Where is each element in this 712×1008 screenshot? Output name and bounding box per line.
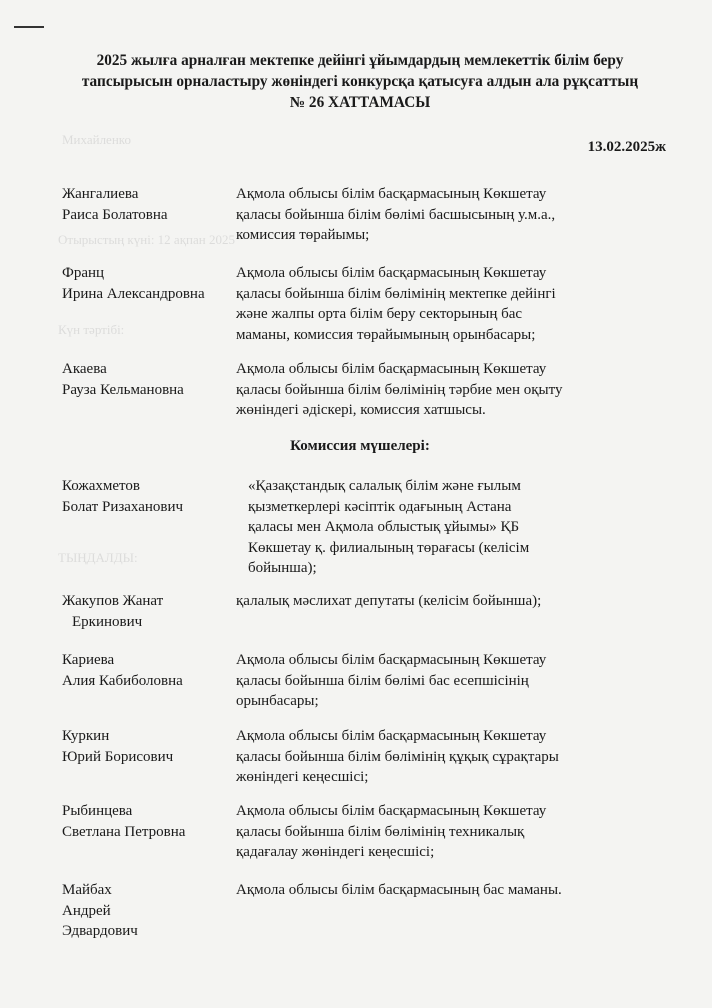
bleed-through-text: ТЫҢДАЛДЫ: [58,550,138,565]
title-line: 2025 жылға арналған мектепке дейінгі ұйымдардың мемлекеттік білім беру [96,52,624,69]
bleed-through-text: Михайленко [62,132,131,147]
member-role: Ақмола облысы білім басқармасының Көкшетау қаласы бойынша білім бөлімі басшысының у.м.а., комиссия төрайымы; [236,186,556,243]
member-role: Ақмола облысы білім басқармасының Көкшетау қаласы бойынша білім бөлімі бас есепшісінің орынбасары; [236,652,547,709]
title-line: № 26 ХАТТАМАСЫ [289,94,431,111]
member-role: Ақмола облысы білім басқармасының бас маманы. [236,882,562,898]
member-name: Жакупов Жанат Еркинович [62,593,164,630]
member-name: Жангалиева Раиса Болатовна [62,186,168,223]
member-name: Кариева Алия Кабиболовна [62,652,183,689]
document-date: 13.02.2025ж [587,139,666,155]
commission-members-heading: Комиссия мүшелері: [290,438,430,454]
member-role: Ақмола облысы білім басқармасының Көкшетау қаласы бойынша білім бөлімінің мектепке дейінгі және жалпы орта білім беру секторының бас маманы, комиссия төрайымының орынбасары; [236,265,556,343]
bleed-through-text: Отырыстың күні: 12 ақпан 2025 [58,232,235,247]
member-name: Акаева Рауза Кельмановна [62,361,184,398]
member-role: Ақмола облысы білім басқармасының Көкшетау қаласы бойынша білім бөлімінің техникалық қадағалау жөніндегі кеңесшісі; [236,803,547,860]
member-name: Рыбинцева Светлана Петровна [62,803,186,840]
member-name: Куркин Юрий Борисович [62,728,174,765]
bleed-through-text: Күн тәртібі: [58,322,125,337]
member-name: Франц Ирина Александровна [62,265,205,302]
corner-mark [14,26,44,28]
title-line: тапсырысын орналастыру жөніндегі конкурсқа қатысуға алдын ала рұқсаттың [81,73,639,90]
member-role: Ақмола облысы білім басқармасының Көкшетау қаласы бойынша білім бөлімінің құқық сұрақтары жөніндегі кеңесшісі; [236,728,559,785]
member-role: Ақмола облысы білім басқармасының Көкшетау қаласы бойынша білім бөлімінің тәрбие мен оқыту жөніндегі әдіскері, комиссия хатшысы. [236,361,563,418]
member-role: «Қазақстандық салалық білім және ғылым қызметкерлері кәсіптік одағының Астана қаласы мен Ақмола облыстық ұйымы» ҚБ Көкшетау қ. филиалының төрағасы (келісім бойынша); [248,478,530,576]
member-name: Кожахметов Болат Ризаханович [62,478,184,515]
member-role: қалалық мәслихат депутаты (келісім бойынша); [236,593,542,609]
document-title [40,50,680,113]
member-name: Майбах Андрей Эдвардович [62,882,138,939]
